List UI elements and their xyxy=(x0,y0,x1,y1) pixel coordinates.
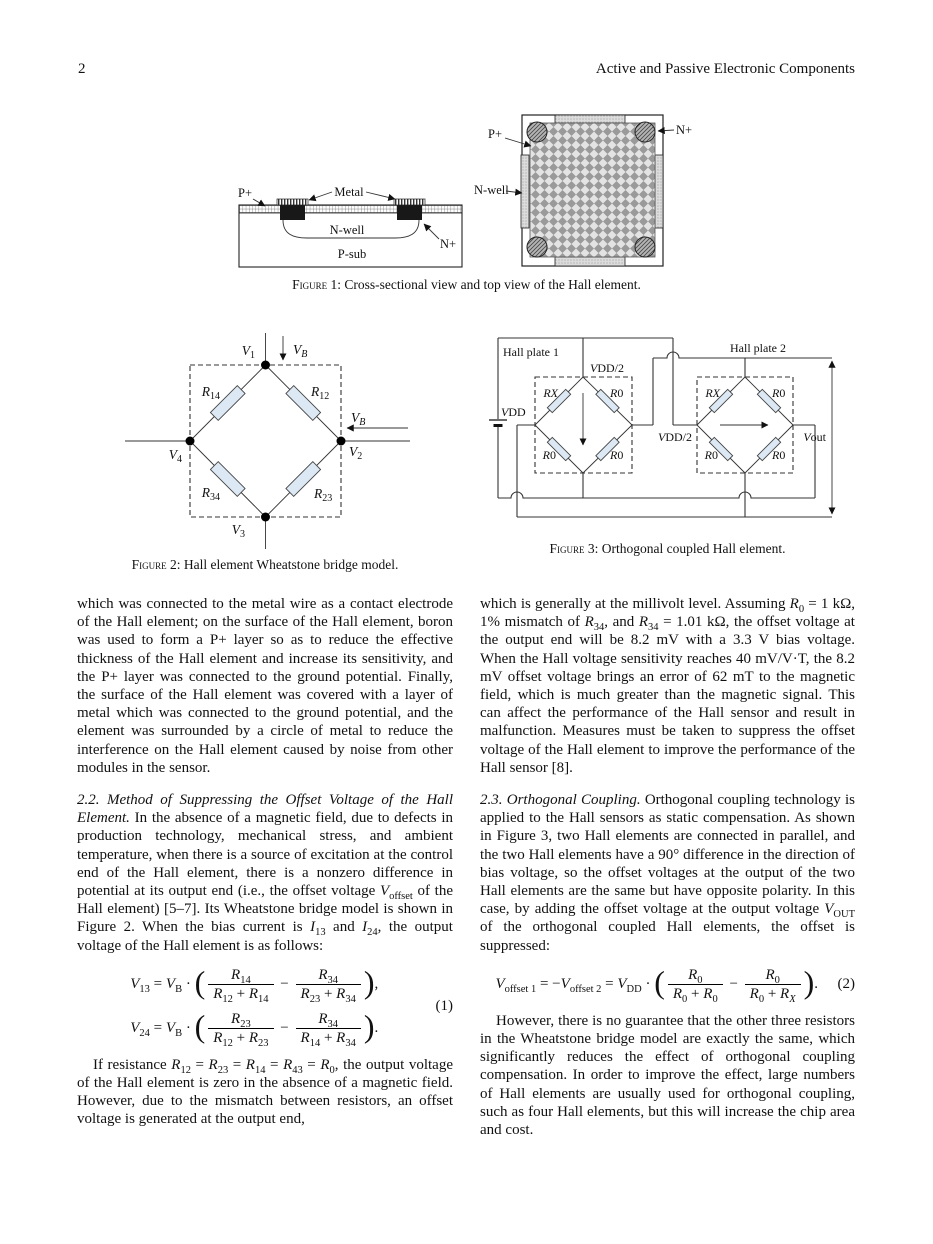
hall-plate2-label: Hall plate 2 xyxy=(730,341,786,355)
equation-2-line-1: $V_{offset 1} = -V_{offset 2} = V_{DD}$ · ( $\frac{R_0}{R_0 + R_0}$ − $\frac{R_0}{R_0 + R_X}$ ). xyxy=(495,964,819,1005)
vdd2-label-mid: VDD/2 xyxy=(658,430,693,444)
r12-label: $R_{12}$ xyxy=(311,384,330,402)
top-pad xyxy=(555,115,625,123)
plate1-r0-tr-label: R0 xyxy=(610,386,624,400)
plate2-r0-bl-label: R0 xyxy=(704,448,718,462)
node-v2-label: $V_2$ xyxy=(349,444,363,462)
n-plus-label: N+ xyxy=(440,237,457,251)
section-2-2: 2.2. Method of Suppressing the Offset Voltage of the Hall Element. In the absence of a magnetic field, due to defects in production technology, mechanical stress, and ambient temperature, when there is a source of excitation at the control end of the Hall element, there is a nonzero difference in potential at its output end (i.e., the offset voltage $V_{offset}$ of the Hall element) [5–7]. Its Wheatstone bridge model is shown in Figure 2. When the bias current is $I_{13}$ and $I_{24}$, the output voltage of the Hall element is as follows: xyxy=(77,792,453,954)
corner-contact-tr xyxy=(635,122,655,142)
equation-1-lines xyxy=(77,964,432,1049)
vout-label: Vout xyxy=(803,430,826,444)
r34-label: $R_{34}$ xyxy=(201,485,220,503)
figure1-cross-section xyxy=(185,100,475,275)
equation-1-number: (1) xyxy=(435,998,453,1015)
metal-label: Metal xyxy=(334,185,364,199)
equation-1-line-2: $V_{24} = V_B$ · ( $\frac{R_{23}}{R_{12} + R_{23}}$ − $\frac{R_{34}}{R_{14} + R_{34}}$ ). xyxy=(130,1008,379,1049)
journal-title: Active and Passive Electronic Components xyxy=(595,61,855,77)
metal-arrow-left xyxy=(309,192,332,200)
r23-label: $R_{23}$ xyxy=(314,486,333,504)
vdd-label: VDD xyxy=(501,405,526,419)
right-metal-cap xyxy=(394,199,425,205)
plate2-r0-tr-label: R0 xyxy=(772,386,786,400)
section-2-3: 2.3. Orthogonal Coupling. Orthogonal coupling technology is applied to the Hall sensors as static compensation. As shown in Figure 3, two Hall elements are connected in parallel, and the two Hall elements have a 90° difference in the direction of bias voltage, so the offset voltages at the output of the two Hall elements are the same but have opposite polarity. In this case, by adding the offset voltage at the output voltage $V_{OUT}$ of the orthogonal coupled Hall elements, the offset is suppressed: xyxy=(480,792,855,954)
figure2-caption: Figure 2: Hall element Wheatstone bridge model. xyxy=(131,557,399,572)
paragraph-resistance: If resistance $R_{12} = R_{23} = R_{14} = R_{43} = R_0$, the output voltage of the Hall element is zero in the absence of a magnetic field. However, due to the mismatch between resistors, an offset voltage is generated at the output end, xyxy=(77,1056,453,1128)
plate1-rx-label: RX xyxy=(543,386,558,400)
paragraph-continuation: which was connected to the metal wire as a contact electrode of the Hall element; on the surface of the Hall element, boron was used to form a P+ layer so as to reduce the effective thickness of the Hall element and increase its sensitivity, and the P+ layer was connected to the ground potential. Finally, the surface of the Hall element was covered with a layer of metal which was connected to the ground potential, and the element was surrounded by a circle of metal to reduce the interference on the Hall element caused by noise from other modules in the sensor. xyxy=(77,596,453,776)
left-metal-cap xyxy=(277,199,308,205)
bridge-resistors xyxy=(210,386,320,497)
plate1-r0-bl-label: R0 xyxy=(542,448,556,462)
plate1-r0-br-label: R0 xyxy=(610,448,624,462)
active-area xyxy=(530,123,655,257)
node-v1-label: $V_1$ xyxy=(241,343,255,361)
vdd2-label-top: VDD/2 xyxy=(590,361,625,375)
vb-label-right: $V_B$ xyxy=(351,410,366,428)
node-v3-label: $V_3$ xyxy=(231,522,245,540)
left-column xyxy=(77,595,453,1129)
vb-label-top: $V_B$ xyxy=(293,342,308,360)
bottom-pad xyxy=(555,257,625,266)
right-pad xyxy=(655,155,663,228)
p-sub-label: P-sub xyxy=(337,247,367,261)
metal-arrow-right xyxy=(366,192,395,199)
circuit-wires xyxy=(498,338,832,517)
figure2-wheatstone-bridge xyxy=(77,330,453,556)
page-number: 2 xyxy=(78,61,86,77)
hall-plate1-label: Hall plate 1 xyxy=(503,345,559,359)
figure1-caption: Figure 1: Cross-sectional view and top view of the Hall element. xyxy=(292,277,641,292)
figure3-orthogonal-coupled xyxy=(480,333,855,533)
paragraph-millivolt: which is generally at the millivolt level. Assuming $R_0 = 1$ kΩ, 1% mismatch of $R_{34}$, and $R_{34} = 1.01$ kΩ, the offset voltage at the output end will be 8.2 mV with a 3.3 V bias voltage. When the Hall voltage sensitivity reaches 40 mV/V·T, the 8.2 mV offset voltage brings an error of 62 mT to the magnetic field, which is much greater than the magnetic signal. This can affect the performance of the Hall sensor and result in malfunction. Measures must be taken to suppress the offset voltage of the Hall element to improve the performance of the Hall sensor [8]. xyxy=(480,596,855,776)
oxide-layer xyxy=(239,205,462,213)
plate2-r0-br-label: R0 xyxy=(772,448,786,462)
left-pad xyxy=(521,155,529,228)
figure1-top-view xyxy=(468,100,718,275)
n-plus-label: N+ xyxy=(676,123,693,137)
top-view-body xyxy=(521,115,663,266)
paragraph-however: However, there is no guarantee that the other three resistors in the Wheatstone bridge model are exactly the same, which significantly reduces the effect of orthogonal coupling compensation. In order to improve the effect, large numbers of Hall elements are usually used for orthogonal coupling, such as four Hall elements, but this will increase the chip area and cost. xyxy=(480,1012,855,1139)
corner-contact-bl xyxy=(527,237,547,257)
corner-contact-tl xyxy=(527,122,547,142)
figure3-caption: Figure 3: Orthogonal coupled Hall element. xyxy=(549,541,786,556)
battery-symbol xyxy=(489,420,507,426)
plate2-rx-label: RX xyxy=(705,386,720,400)
n-well-label: N-well xyxy=(329,223,365,237)
n-well-label: N-well xyxy=(474,183,509,197)
node-v4-label: $V_4$ xyxy=(168,447,182,465)
p-plus-label: P+ xyxy=(488,127,503,141)
corner-contact-br xyxy=(635,237,655,257)
right-column xyxy=(480,595,855,1139)
equation-2-number: (2) xyxy=(837,976,855,993)
equation-1 xyxy=(77,964,453,1049)
equation-1-line-1: $V_{13} = V_B$ · ( $\frac{R_{14}}{R_{12} + R_{14}}$ − $\frac{R_{34}}{R_{23} + R_{34}}$ ), xyxy=(130,964,379,1005)
equation-2-lines xyxy=(480,964,834,1005)
equation-2 xyxy=(480,964,855,1005)
r14-label: $R_{14}$ xyxy=(201,384,220,402)
p-plus-label: P+ xyxy=(238,186,253,200)
